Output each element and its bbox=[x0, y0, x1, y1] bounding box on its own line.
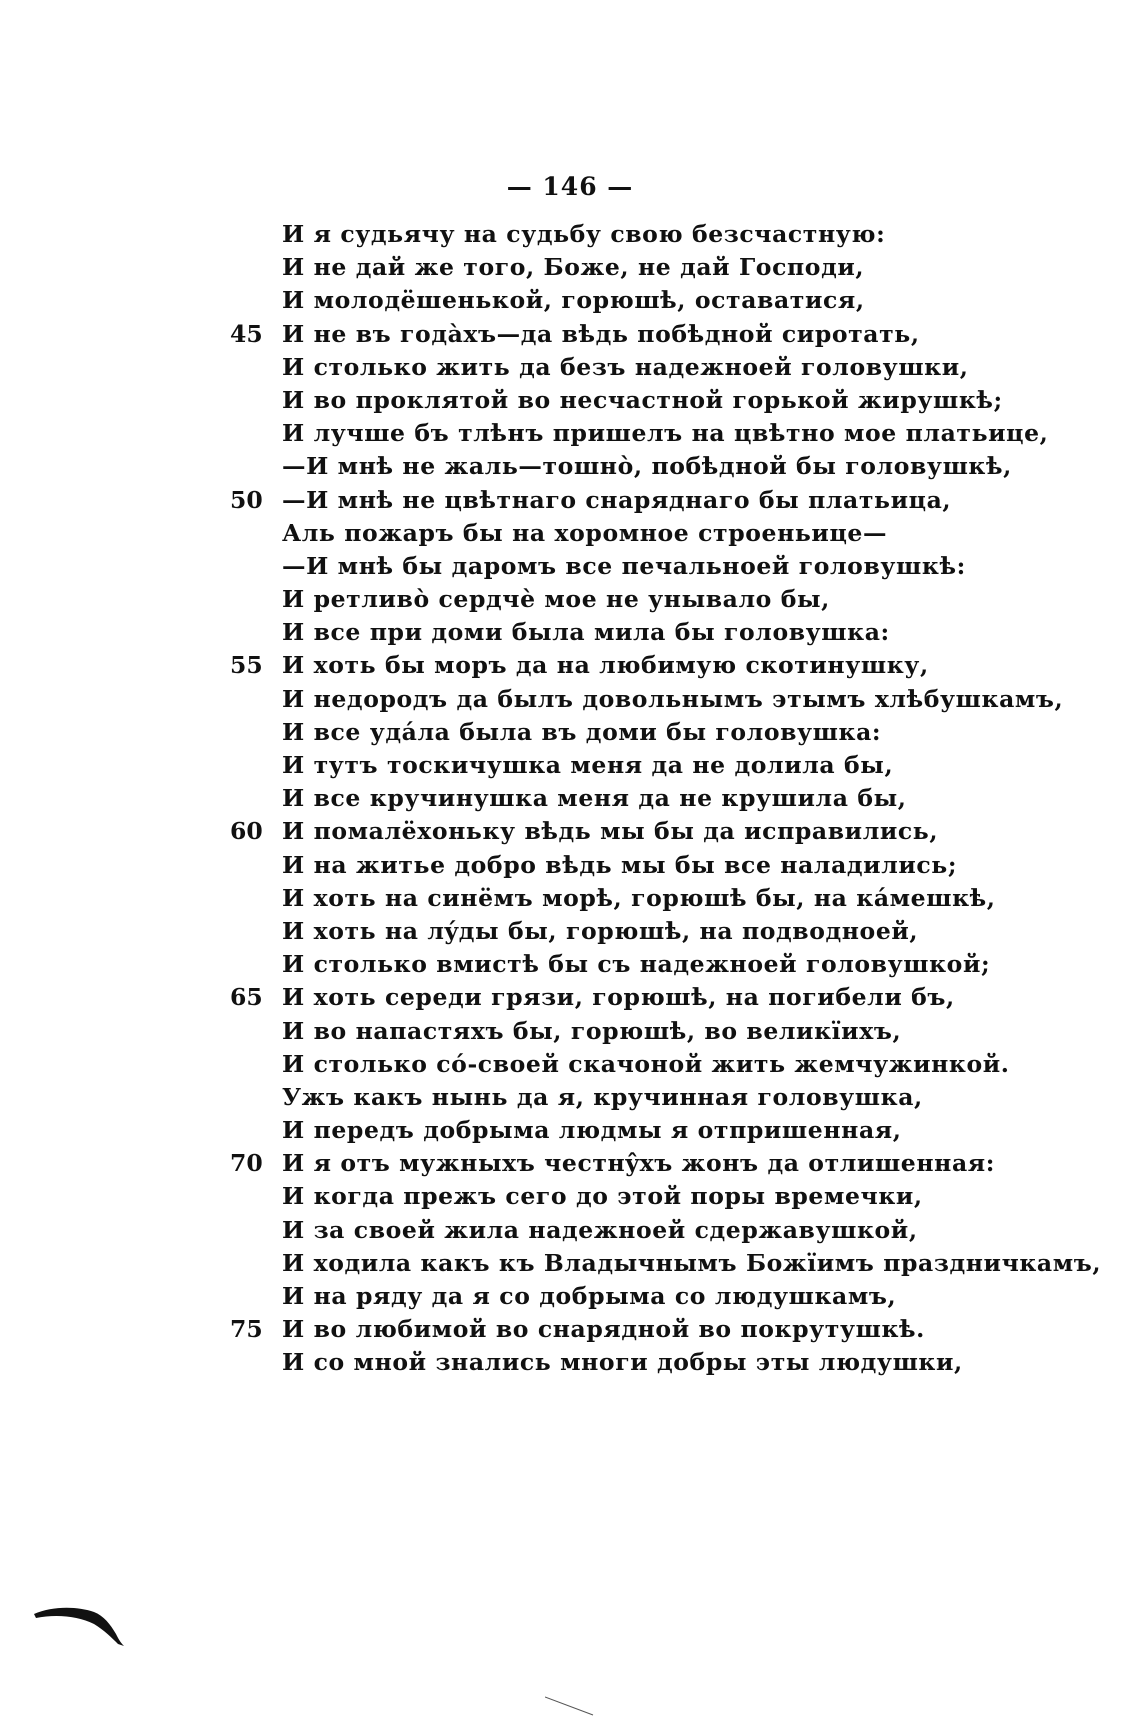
line-text: И ходила какъ къ Владычнымъ Божïимъ праздничкамъ, bbox=[282, 1248, 1102, 1277]
line-text: И помалёхоньку вѣдь мы бы да исправились, bbox=[282, 817, 939, 846]
poem-text bbox=[0, 218, 1140, 1380]
poem-line bbox=[0, 1346, 1140, 1379]
line-text: И все кручинушка меня да не крушила бы, bbox=[282, 784, 907, 813]
poem-line bbox=[0, 915, 1140, 948]
poem-line bbox=[0, 683, 1140, 716]
poem-line bbox=[0, 815, 1140, 848]
poem-line bbox=[0, 318, 1140, 351]
line-text: И тутъ тоскичушка меня да не долила бы, bbox=[282, 751, 894, 779]
line-text: —И мнѣ не цвѣтнаго снаряднаго бы платьица, bbox=[282, 485, 952, 514]
poem-line bbox=[0, 1081, 1140, 1114]
line-text: И не въ годàхъ—да вѣдь побѣдной сиротать, bbox=[282, 319, 920, 348]
line-text: И недородъ да былъ довольнымъ этымъ хлѣбушкамъ, bbox=[282, 684, 1064, 713]
line-number: 45 bbox=[230, 319, 263, 348]
poem-line bbox=[0, 782, 1140, 815]
line-text: И я судьячу на судьбу свою безсчастную: bbox=[282, 220, 886, 248]
line-text: И хоть середи грязи, горюшѣ, на погибели бъ, bbox=[282, 983, 955, 1012]
line-text: И все удáла была въ доми бы головушка: bbox=[282, 717, 882, 746]
poem-line bbox=[0, 616, 1140, 649]
line-text: И во проклятой во несчастной горькой жирушкѣ; bbox=[282, 385, 1003, 414]
poem-line bbox=[0, 1114, 1140, 1147]
line-text: —И мнѣ бы даромъ все печальноей головушкѣ: bbox=[282, 551, 966, 580]
poem-line bbox=[0, 251, 1140, 284]
poem-line bbox=[0, 351, 1140, 384]
poem-line bbox=[0, 484, 1140, 517]
poem-line bbox=[0, 417, 1140, 450]
poem-line bbox=[0, 284, 1140, 317]
line-number: 60 bbox=[230, 817, 263, 846]
line-text: И когда прежъ сего до этой поры времечки, bbox=[282, 1182, 923, 1211]
poem-line bbox=[0, 1214, 1140, 1247]
line-text: И хоть на синёмъ морѣ, горюшѣ бы, на кáмешкѣ, bbox=[282, 883, 996, 912]
poem-line bbox=[0, 1313, 1140, 1346]
line-text: И столько вмистѣ бы съ надежноей головушкой; bbox=[282, 950, 991, 979]
poem-line bbox=[0, 1048, 1140, 1081]
line-number: 55 bbox=[230, 651, 263, 680]
poem-line bbox=[0, 517, 1140, 550]
poem-line bbox=[0, 948, 1140, 981]
line-text: И со мной знались многи добры эты людушки, bbox=[282, 1348, 963, 1377]
poem-line bbox=[0, 649, 1140, 682]
poem-line bbox=[0, 716, 1140, 749]
line-text: И не дай же того, Боже, не дай Господи, bbox=[282, 253, 865, 282]
line-text: И во любимой во снарядной во покрутушкѣ. bbox=[282, 1315, 925, 1344]
poem-line bbox=[0, 450, 1140, 483]
line-text: И хоть на лýды бы, горюшѣ, на подводноей, bbox=[282, 916, 919, 945]
poem-line bbox=[0, 882, 1140, 915]
line-text: И все при доми была мила бы головушка: bbox=[282, 618, 890, 647]
line-text: И на ряду да я со добрыма со людушкамъ, bbox=[282, 1282, 897, 1310]
line-text: Ужъ какъ нынь да я, кручинная головушка, bbox=[282, 1082, 923, 1111]
line-number: 50 bbox=[230, 485, 263, 514]
line-text: Аль пожаръ бы на хоромное строеньице— bbox=[282, 518, 888, 547]
line-text: И за своей жила надежноей сдержавушкой, bbox=[282, 1215, 918, 1244]
line-text: И лучше бъ тлѣнъ пришелъ на цвѣтно мое платьице, bbox=[282, 419, 1049, 448]
line-text: И молодёшенькой, горюшѣ, оставатися, bbox=[282, 286, 865, 315]
poem-line bbox=[0, 583, 1140, 616]
ink-blot-mark bbox=[32, 1600, 132, 1650]
poem-line bbox=[0, 550, 1140, 583]
line-text: И на житье добро вѣдь мы бы все наладились; bbox=[282, 850, 958, 879]
poem-line bbox=[0, 1280, 1140, 1313]
poem-line bbox=[0, 1015, 1140, 1048]
poem-line bbox=[0, 218, 1140, 251]
poem-line bbox=[0, 1147, 1140, 1180]
poem-line bbox=[0, 749, 1140, 782]
stray-scan-line bbox=[545, 1695, 595, 1717]
poem-line bbox=[0, 1180, 1140, 1213]
poem-line bbox=[0, 981, 1140, 1014]
line-text: И передъ добрыма людмы я отпришенная, bbox=[282, 1116, 902, 1145]
line-text: И ретливò сердчѐ мое не унывало бы, bbox=[282, 585, 830, 614]
poem-line bbox=[0, 1247, 1140, 1280]
line-number: 70 bbox=[230, 1149, 263, 1178]
poem-line bbox=[0, 849, 1140, 882]
line-text: И хоть бы моръ да на любимую скотинушку, bbox=[282, 651, 929, 680]
line-number: 75 bbox=[230, 1315, 263, 1344]
poem-line bbox=[0, 384, 1140, 417]
line-text: И столько жить да безъ надежноей головушки, bbox=[282, 352, 969, 381]
line-text: —И мнѣ не жаль—тошнò, побѣдной бы головушкѣ, bbox=[282, 452, 1012, 481]
line-text: И столько сó-своей скачоной жить жемчужинкой. bbox=[282, 1049, 1010, 1078]
line-text: И во напастяхъ бы, горюшѣ, во великïихъ, bbox=[282, 1016, 902, 1045]
line-number: 65 bbox=[230, 983, 263, 1012]
page-number: — 146 — bbox=[506, 172, 634, 201]
line-text: И я отъ мужныхъ честнŷхъ жонъ да отлишенная: bbox=[282, 1149, 996, 1178]
